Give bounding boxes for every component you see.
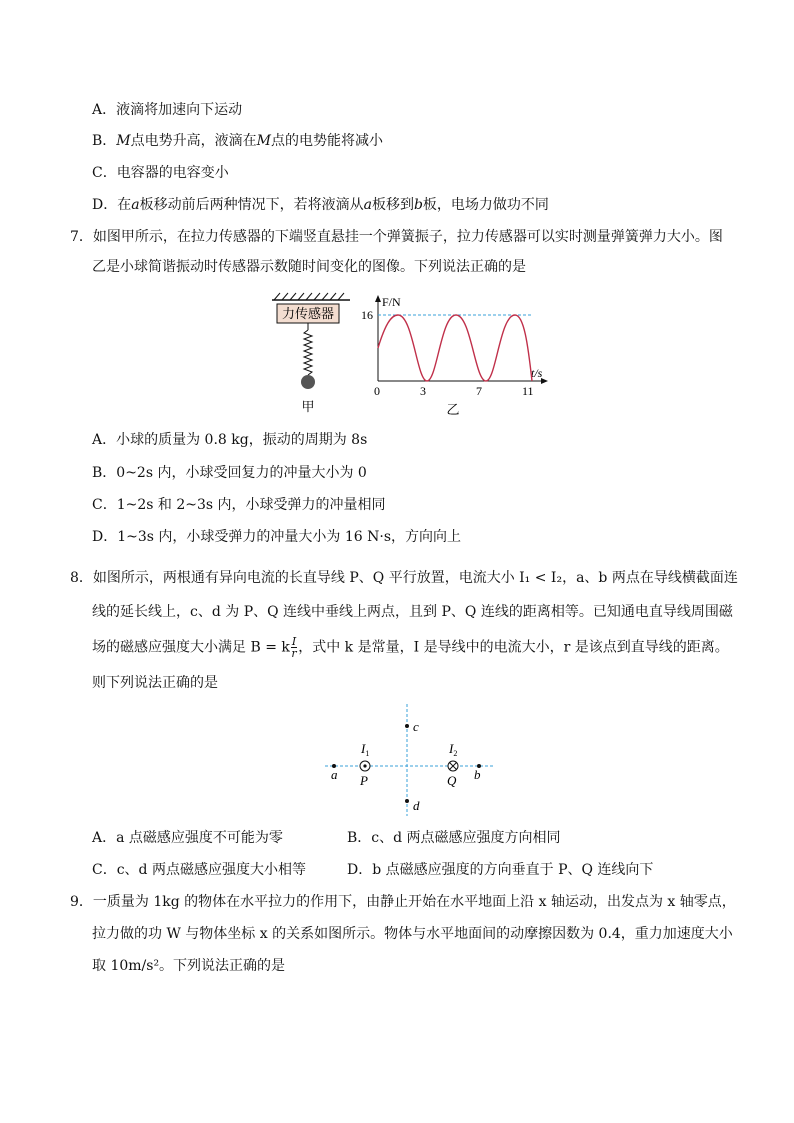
force-curve: [378, 315, 532, 381]
x-tick-11: 11: [522, 384, 534, 398]
label-i2: $I_2$: [449, 741, 458, 758]
label-jia: 甲: [301, 399, 315, 414]
q8-option-a: A．a 点磁感应强度不可能为零: [92, 830, 283, 846]
q8-option-d: D．b 点磁感应强度的方向垂直于 P、Q 连线向下: [347, 862, 654, 878]
wire-p-out-of-page-icon: [360, 761, 370, 771]
q8-stem-line2: 线的延长线上，c、d 为 P、Q 连线中垂线上两点，且到 P、Q 连线的距离相等。已知通电直导线周围磁: [92, 604, 733, 620]
ceiling: [272, 293, 350, 300]
point-d: [405, 799, 409, 803]
label-b: b: [474, 767, 481, 782]
point-c: [405, 724, 409, 728]
ball: [301, 375, 315, 389]
q7-stem-line2: 乙是小球简谐振动时传感器示数随时间变化的图像。下列说法正确的是: [92, 259, 526, 275]
wire-q-into-page-icon: [448, 761, 458, 771]
label-p: P: [360, 773, 368, 788]
q9-stem-line3: 取 10m/s²。下列说法正确的是: [92, 958, 286, 974]
q9-stem-line2: 拉力做的功 W 与物体坐标 x 的关系如图所示。物体与水平地面间的动摩擦因数为 0.4，重力加速度大小: [92, 926, 733, 942]
q8-option-c: C．c、d 两点磁感应强度大小相等: [92, 862, 306, 878]
x-tick-0: 0: [374, 384, 380, 398]
spring: [304, 330, 312, 375]
q8-stem-line3: 场的磁感应强度大小满足 B = k $\frac{I}{r}$ ，式中 k 是常量，I 是导线中的电流大小，r 是该点到直导线的距离。: [92, 635, 729, 660]
q7-option-b: B．0~2s 内，小球受回复力的冲量大小为 0: [92, 465, 367, 481]
label-a: a: [331, 767, 338, 782]
q6-option-c: C．电容器的电容变小: [92, 165, 229, 181]
q6-option-a: A．液滴将加速向下运动: [92, 102, 243, 118]
x-tick-7: 7: [476, 384, 482, 398]
label-yi: 乙: [446, 402, 460, 417]
q7-option-c: C．1~2s 和 2~3s 内，小球受弹力的冲量相同: [92, 497, 386, 513]
q6-option-b: B．M点电势升高，液滴在M点的电势能将减小: [92, 133, 383, 149]
q7-option-a: A．小球的质量为 0.8 kg，振动的周期为 8s: [92, 432, 368, 448]
x-tick-3: 3: [420, 384, 426, 398]
label-c: c: [413, 719, 419, 734]
q8-option-b: B．c、d 两点磁感应强度方向相同: [347, 830, 561, 846]
y-axis-label: F/N: [382, 295, 401, 309]
q7-option-d: D．1~3s 内，小球受弹力的冲量大小为 16 N·s，方向向上: [92, 529, 462, 545]
q8-figure: [315, 700, 505, 820]
q8-stem-line1: 8．如图所示，两根通有异向电流的长直导线 P、Q 平行放置，电流大小 I₁ < I₂，a、b 两点在导线横截面连: [70, 570, 738, 586]
q7-figure: [260, 290, 560, 420]
q9-stem-line1: 9．一质量为 1kg 的物体在水平拉力的作用下，由静止开始在水平地面上沿 x 轴运动，出发点为 x 轴零点，: [70, 894, 736, 910]
y-tick-16: 16: [361, 308, 373, 322]
label-i1: $I_1$: [361, 741, 370, 758]
q6-option-d: D．在a板移动前后两种情况下，若将液滴从a板移到b板，电场力做功不同: [92, 197, 549, 213]
label-q: Q: [447, 773, 457, 788]
sensor-label: 力传感器: [281, 306, 335, 321]
label-d: d: [413, 798, 420, 813]
q8-stem-line4: 则下列说法正确的是: [92, 675, 218, 691]
q7-stem-line1: 7．如图甲所示，在拉力传感器的下端竖直悬挂一个弹簧振子，拉力传感器可以实时测量弹簧弹力大小。图: [70, 229, 723, 245]
x-axis-label: t/s: [531, 366, 543, 380]
